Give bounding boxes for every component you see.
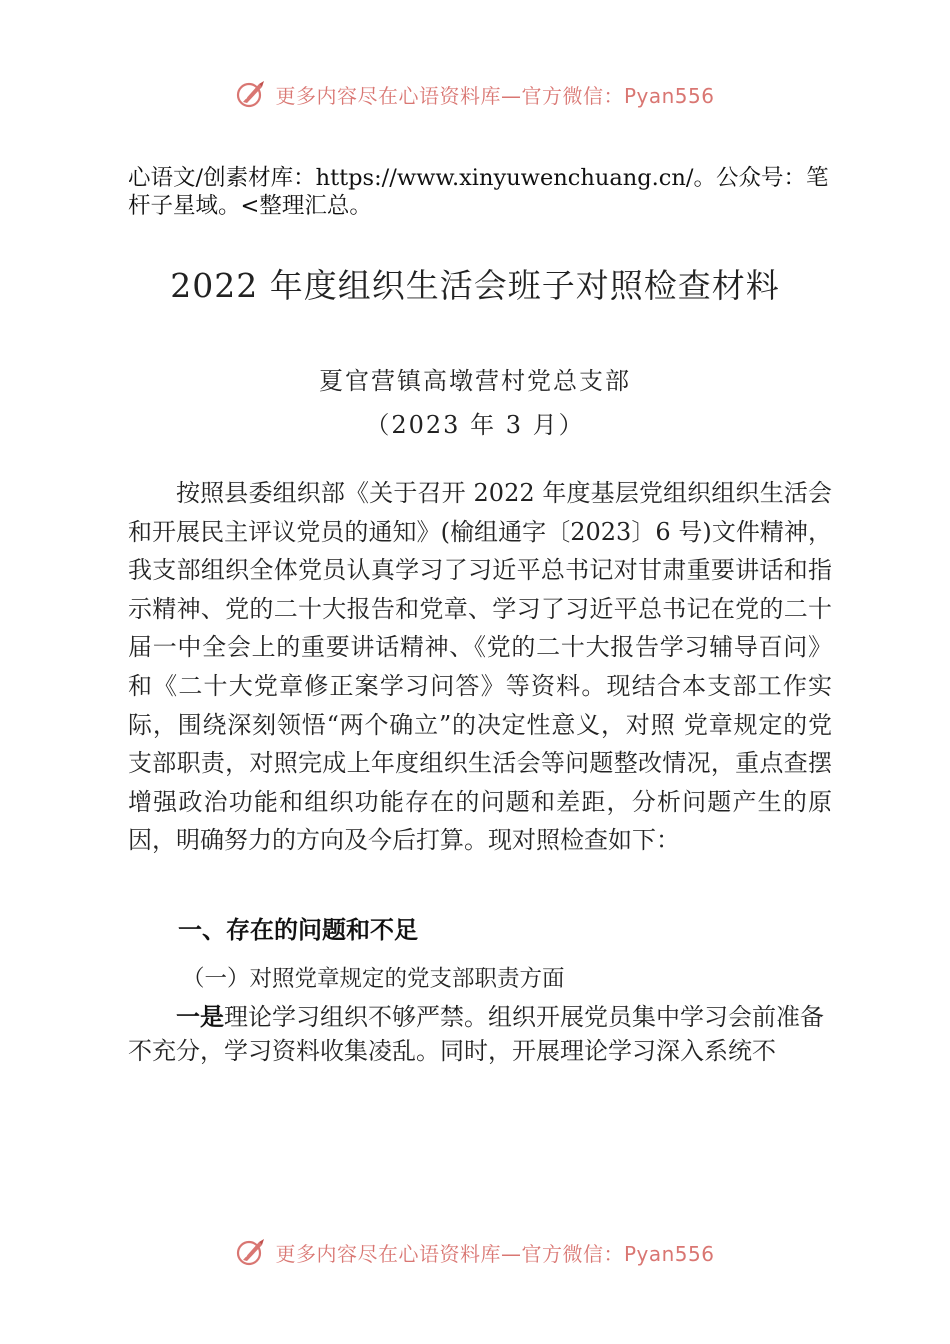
- source-line: 心语文/创素材库：https://www.xinyuwenchuang.cn/。公众号：笔杆子星域。<整理汇总。: [128, 165, 829, 219]
- header-banner-text: 更多内容尽在心语资料库—官方微信：Pyan556: [275, 83, 715, 108]
- point-lead: 一是: [176, 1003, 224, 1031]
- section-heading: 一、存在的问题和不足: [178, 916, 418, 944]
- quill-circle-logo-icon: [235, 1236, 267, 1268]
- point-paragraph: [128, 1000, 832, 1068]
- quill-circle-logo-icon: [235, 78, 267, 110]
- header-banner: [0, 74, 950, 114]
- footer-banner-text: 更多内容尽在心语资料库—官方微信：Pyan556: [275, 1241, 715, 1266]
- intro-paragraph: 按照县委组织部《关于召开 2022 年度基层党组织组织生活会和开展民主评议党员的通知》(榆组通字〔2023〕6 号)文件精神，我支部组织全体党员认真学习了习近平总书记对甘肃重要讲话和指示精神、党的二十大报告和党章、学习了习近平总书记在党的二十届一中全会上的重要讲话精神、《党的二十大报告学习辅导百问》和《二十大党章修正案学习问答》等资料。现结合本支部工作实际，围绕深刻领悟“两个确立”的决定性意义，对照 党章规定的党支部职责，对照完成上年度组织生活会等问题整改情况，重点查摆增强政治功能和组织功能存在的问题和差距，分析问题产生的原因，明确努力的方向及今后打算。现对照检查如下：: [128, 479, 832, 855]
- footer-banner: [0, 1232, 950, 1272]
- document-title: 2022 年度组织生活会班子对照检查材料: [170, 266, 780, 305]
- subsection-heading: （一）对照党章规定的党支部职责方面: [182, 966, 565, 992]
- organization-name: 夏官营镇高墩营村党总支部: [319, 367, 631, 395]
- document-date: （2023 年 3 月）: [365, 411, 585, 439]
- point-text: 理论学习组织不够严禁。组织开展党员集中学习会前准备不充分，学习资料收集凌乱。同时，开展理论学习深入系统不: [128, 1003, 824, 1065]
